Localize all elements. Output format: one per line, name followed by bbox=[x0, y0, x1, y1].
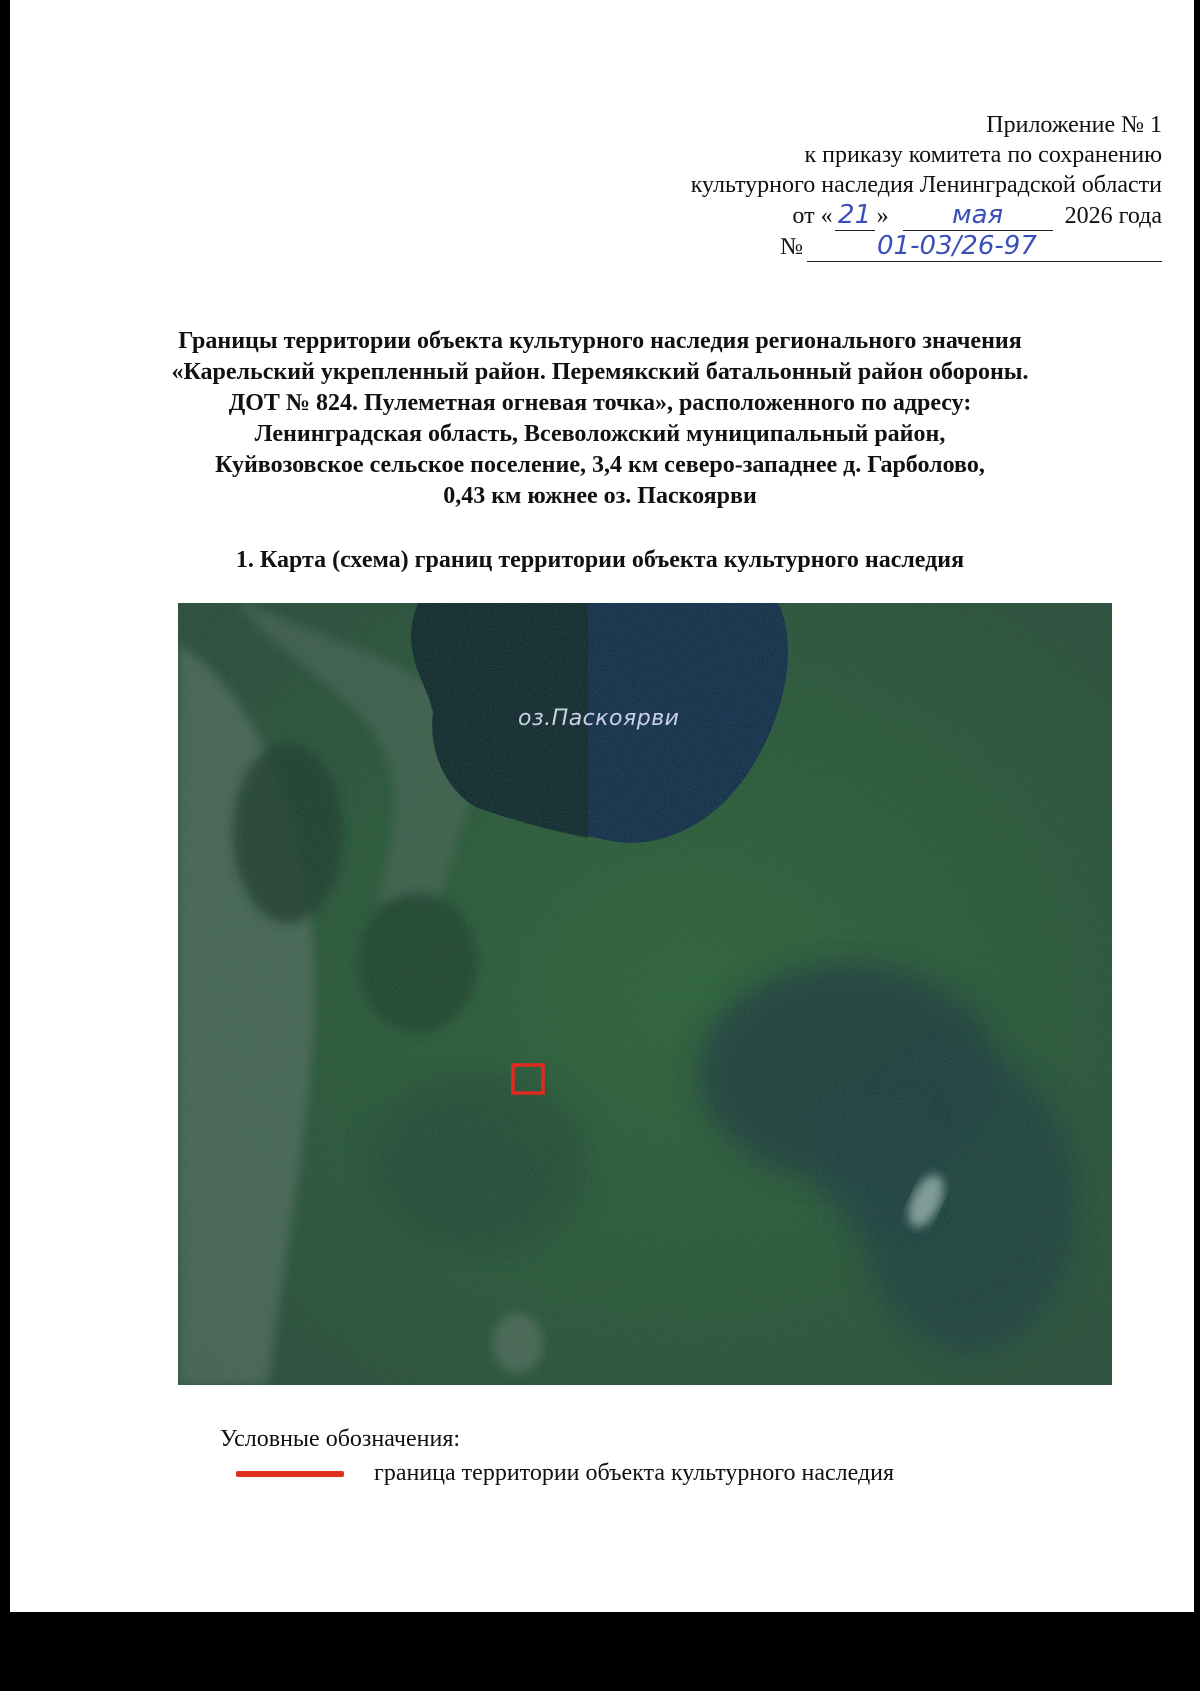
order-year: 2026 года bbox=[1064, 203, 1162, 229]
order-reference-line: к приказу комитета по сохранению bbox=[804, 142, 1162, 168]
appendix-header bbox=[562, 110, 1162, 262]
title-line: Ленинградская область, Всеволожский муниципальный район, bbox=[254, 421, 946, 447]
date-prefix: от « bbox=[792, 203, 833, 229]
order-day: 21 bbox=[835, 200, 875, 231]
lake-label: оз.Паскоярви bbox=[518, 706, 680, 731]
document-title bbox=[120, 326, 1080, 512]
title-line: Границы территории объекта культурного наследия регионального значения bbox=[178, 328, 1022, 354]
appendix-number: Приложение № 1 bbox=[986, 112, 1162, 138]
order-month: мая bbox=[903, 200, 1053, 231]
order-date bbox=[562, 200, 1162, 231]
legend-swatch-red-line bbox=[236, 1471, 344, 1477]
title-line: Куйвозовское сельское поселение, 3,4 км северо-западнее д. Гарболово, bbox=[215, 452, 985, 478]
legend-title: Условные обозначения: bbox=[220, 1426, 461, 1452]
scan-edge-left bbox=[0, 0, 10, 1691]
date-quote-close: » bbox=[876, 203, 889, 229]
number-prefix: № bbox=[780, 234, 803, 260]
section-heading: 1. Карта (схема) границ территории объекта культурного наследия bbox=[235, 547, 965, 573]
title-line: ДОТ № 824. Пулеметная огневая точка», расположенного по адресу: bbox=[228, 390, 972, 416]
title-line: 0,43 км южнее оз. Паскоярви bbox=[443, 483, 757, 509]
boundary-map bbox=[178, 603, 1112, 1385]
title-line: «Карельский укрепленный район. Перемякский батальонный район обороны. bbox=[171, 359, 1029, 385]
legend-item-label: граница территории объекта культурного наследия bbox=[374, 1460, 895, 1486]
committee-name-line: культурного наследия Ленинградской области bbox=[690, 172, 1162, 198]
order-number-row bbox=[562, 231, 1162, 262]
legend-item bbox=[236, 1460, 894, 1487]
scan-edge-right bbox=[1194, 0, 1200, 1691]
scan-bottom-edge bbox=[0, 1612, 1200, 1691]
order-number: 01-03/26-97 bbox=[807, 231, 1162, 262]
